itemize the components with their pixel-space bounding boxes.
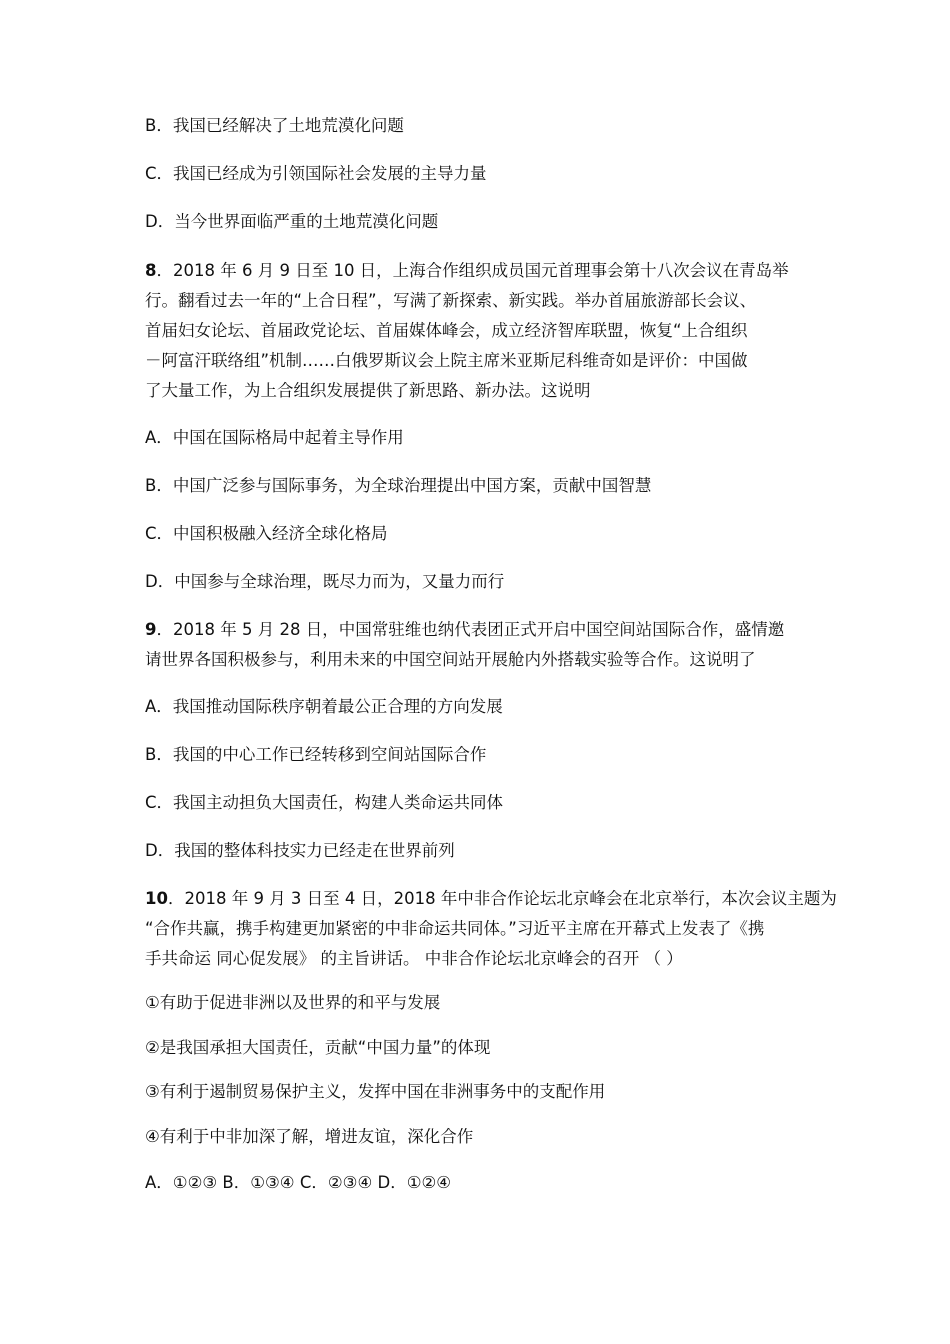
q8-number: 8 bbox=[145, 261, 157, 280]
q10-statement-2: ②是我国承担大国责任，贡献“中国力量”的体现 bbox=[145, 1038, 491, 1057]
q8-stem-line-2: 行。翻看过去一年的“上合日程”，写满了新探索、新实践。举办首届旅游部长会议、 bbox=[145, 291, 757, 310]
q8-stem-line-1: 8．2018 年 6 月 9 日至 10 日，上海合作组织成员国元首理事会第十八次会议在青岛举 bbox=[145, 261, 789, 280]
q10-stem-line-1: 10．2018 年 9 月 3 日至 4 日，2018 年中非合作论坛北京峰会在北京举行，本次会议主题为 bbox=[145, 889, 837, 908]
q8-option-d: D．中国参与全球治理，既尽力而为，又量力而行 bbox=[145, 572, 505, 591]
q7-option-b: B．我国已经解决了土地荒漠化问题 bbox=[145, 116, 404, 135]
q8-stem-line-5: 了大量工作，为上合组织发展提供了新思路、新办法。这说明 bbox=[145, 381, 591, 400]
q9-option-a: A．我国推动国际秩序朝着最公正合理的方向发展 bbox=[145, 697, 503, 716]
q9-option-c: C．我国主动担负大国责任，构建人类命运共同体 bbox=[145, 793, 504, 812]
q9-stem-line-1: 9．2018 年 5 月 28 日，中国常驻维也纳代表团正式开启中国空间站国际合作，盛情邀 bbox=[145, 620, 785, 639]
q10-stem-line-3: 手共命运 同心促发展》 的主旨讲话。 中非合作论坛北京峰会的召开 （ ） bbox=[145, 949, 683, 968]
q8-stem-line-3: 首届妇女论坛、首届政党论坛、首届媒体峰会，成立经济智库联盟，恢复“上合组织 bbox=[145, 321, 748, 340]
q7-option-d: D．当今世界面临严重的土地荒漠化问题 bbox=[145, 212, 439, 231]
q8-stem-line-4: －阿富汗联络组”机制……白俄罗斯议会上院主席米亚斯尼科维奇如是评价：中国做 bbox=[145, 351, 748, 370]
q8-option-a: A．中国在国际格局中起着主导作用 bbox=[145, 428, 404, 447]
q9-stem-line-2: 请世界各国积极参与，利用未来的中国空间站开展舱内外搭载实验等合作。这说明了 bbox=[145, 650, 756, 669]
q7-option-c: C．我国已经成为引领国际社会发展的主导力量 bbox=[145, 164, 487, 183]
q10-options: A．①②③ B．①③④ C．②③④ D．①②④ bbox=[145, 1173, 452, 1192]
q10-statement-1: ①有助于促进非洲以及世界的和平与发展 bbox=[145, 993, 441, 1012]
q9-option-b: B．我国的中心工作已经转移到空间站国际合作 bbox=[145, 745, 487, 764]
q9-option-d: D．我国的整体科技实力已经走在世界前列 bbox=[145, 841, 455, 860]
q8-option-c: C．中国积极融入经济全球化格局 bbox=[145, 524, 388, 543]
q8-option-b: B．中国广泛参与国际事务，为全球治理提出中国方案，贡献中国智慧 bbox=[145, 476, 652, 495]
q9-number: 9 bbox=[145, 620, 157, 639]
q10-statement-4: ④有利于中非加深了解，增进友谊，深化合作 bbox=[145, 1127, 474, 1146]
q10-stem-line-2: “合作共赢，携手构建更加紧密的中非命运共同体。”习近平主席在开幕式上发表了《携 bbox=[145, 919, 765, 938]
q10-number: 10 bbox=[145, 889, 168, 908]
q10-statement-3: ③有利于遏制贸易保护主义，发挥中国在非洲事务中的支配作用 bbox=[145, 1082, 606, 1101]
